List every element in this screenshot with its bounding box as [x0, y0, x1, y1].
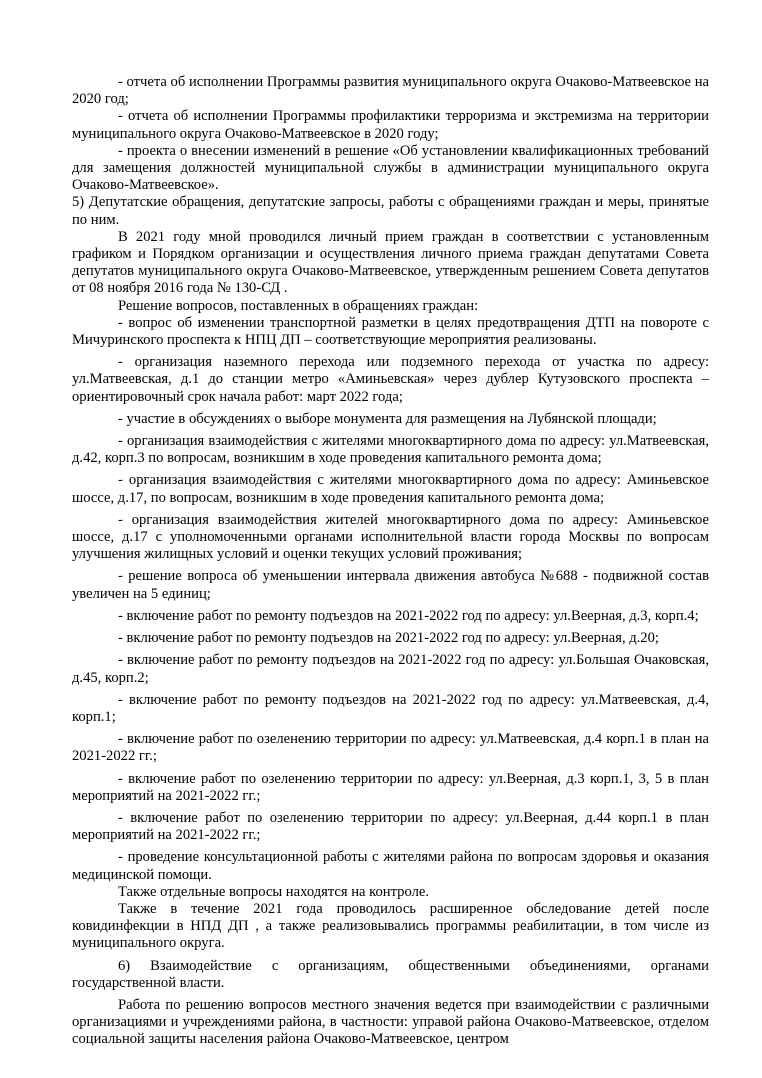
paragraph: - организация взаимодействия с жителями многоквартирного дома по адресу: Аминьевское шоссе, д.17, по вопросам, возникшим в ходе проведения капитального ремонта дома;	[72, 472, 709, 506]
paragraph: Решение вопросов, поставленных в обращениях граждан:	[118, 297, 479, 314]
paragraph: - включение работ по озеленению территории по адресу: ул.Матвеевская, д.4 корп.1 в план на 2021-2022 гг.;	[72, 731, 709, 765]
paragraph: - отчета об исполнении Программы развития муниципального округа Очаково-Матвеевское на 2020 год;	[72, 74, 709, 108]
paragraph: - включение работ по ремонту подъездов на 2021-2022 год по адресу: ул.Матвеевская, д.4, корп.1;	[72, 691, 709, 725]
paragraph: Работа по решению вопросов местного значения ведется при взаимодействии с различными организациями и учреждениями района, в частности: управой района Очаково-Матвеевское, отделом социальной защиты населения района Очаково-Матвеевское, центром	[72, 996, 709, 1048]
paragraph: - участие в обсуждениях о выборе монумента для размещения на Лубянской площади;	[118, 410, 657, 427]
paragraph: 5) Депутатские обращения, депутатские запросы, работы с обращениями граждан и меры, принятые по ним.	[72, 194, 709, 228]
paragraph: - организация взаимодействия жителей многоквартирного дома по адресу: Аминьевское шоссе, д.17 с уполномоченными органами исполнительной власти города Москвы по вопросам улучшения жилищных условий и оценки текущих условий проживания;	[72, 511, 709, 563]
paragraph: В 2021 году мной проводился личный прием граждан в соответствии с установленным графиком и Порядком организации и осуществления личного приема граждан депутатами Совета депутатов муниципального округа Очаково-Матвеевское, утвержденным решением Совета депутатов от 08 ноября 2016 года № 130-СД .	[72, 228, 709, 297]
paragraph: - включение работ по озеленению территории по адресу: ул.Веерная, д.3 корп.1, 3, 5 в план мероприятий на 2021-2022 гг.;	[72, 770, 709, 804]
paragraph: - проекта о внесении изменений в решение «Об установлении квалификационных требований для замещения должностей муниципальной службы в администрации муниципального округа Очаково-Матвеевское».	[72, 142, 709, 194]
paragraph: - включение работ по ремонту подъездов на 2021-2022 год по адресу: ул.Большая Очаковская, д.45, корп.2;	[72, 652, 709, 686]
paragraph: - решение вопроса об уменьшении интервала движения автобуса №688 - подвижной состав увеличен на 5 единиц;	[72, 568, 709, 602]
paragraph: - отчета об исполнении Программы профилактики терроризма и экстремизма на территории муниципального округа Очаково-Матвеевское в 2020 году;	[72, 108, 709, 142]
paragraph: - организация наземного перехода или подземного перехода от участка по адресу: ул.Матвеевская, д.1 до станции метро «Аминьевская» через дублер Кутузовского проспекта – ориентировочный срок начала работ: март 2022 года;	[72, 354, 709, 405]
paragraph: 6) Взаимодействие с организациям, общественными объединениями, органами государственной власти.	[72, 957, 709, 991]
paragraph: - вопрос об изменении транспортной разметки в целях предотвращения ДТП на повороте с Мичуринского проспекта к НПЦ ДП – соответствующие мероприятия реализованы.	[72, 314, 709, 349]
paragraph: - организация взаимодействия с жителями многоквартирного дома по адресу: ул.Матвеевская, д.42, корп.3 по вопросам, возникшим в ходе проведения капитального ремонта дома;	[72, 433, 709, 467]
paragraph: - включение работ по ремонту подъездов на 2021-2022 год по адресу: ул.Веерная, д.3, корп.4;	[118, 607, 699, 624]
paragraph: - включение работ по озеленению территории по адресу: ул.Веерная, д.44 корп.1 в план мероприятий на 2021-2022 гг.;	[72, 809, 709, 844]
paragraph: - включение работ по ремонту подъездов на 2021-2022 год по адресу: ул.Веерная, д.20;	[118, 630, 659, 647]
paragraph: Также отдельные вопросы находятся на контроле.	[118, 883, 429, 900]
document-body	[72, 74, 709, 1049]
paragraph: Также в течение 2021 года проводилось расширенное обследование детей после ковидинфекции в НПД ДП , а также реализовывались программы реабилитации, в том числе из муниципального округа.	[72, 900, 709, 952]
paragraph: - проведение консультационной работы с жителями района по вопросам здоровья и оказания медицинской помощи.	[72, 849, 709, 883]
